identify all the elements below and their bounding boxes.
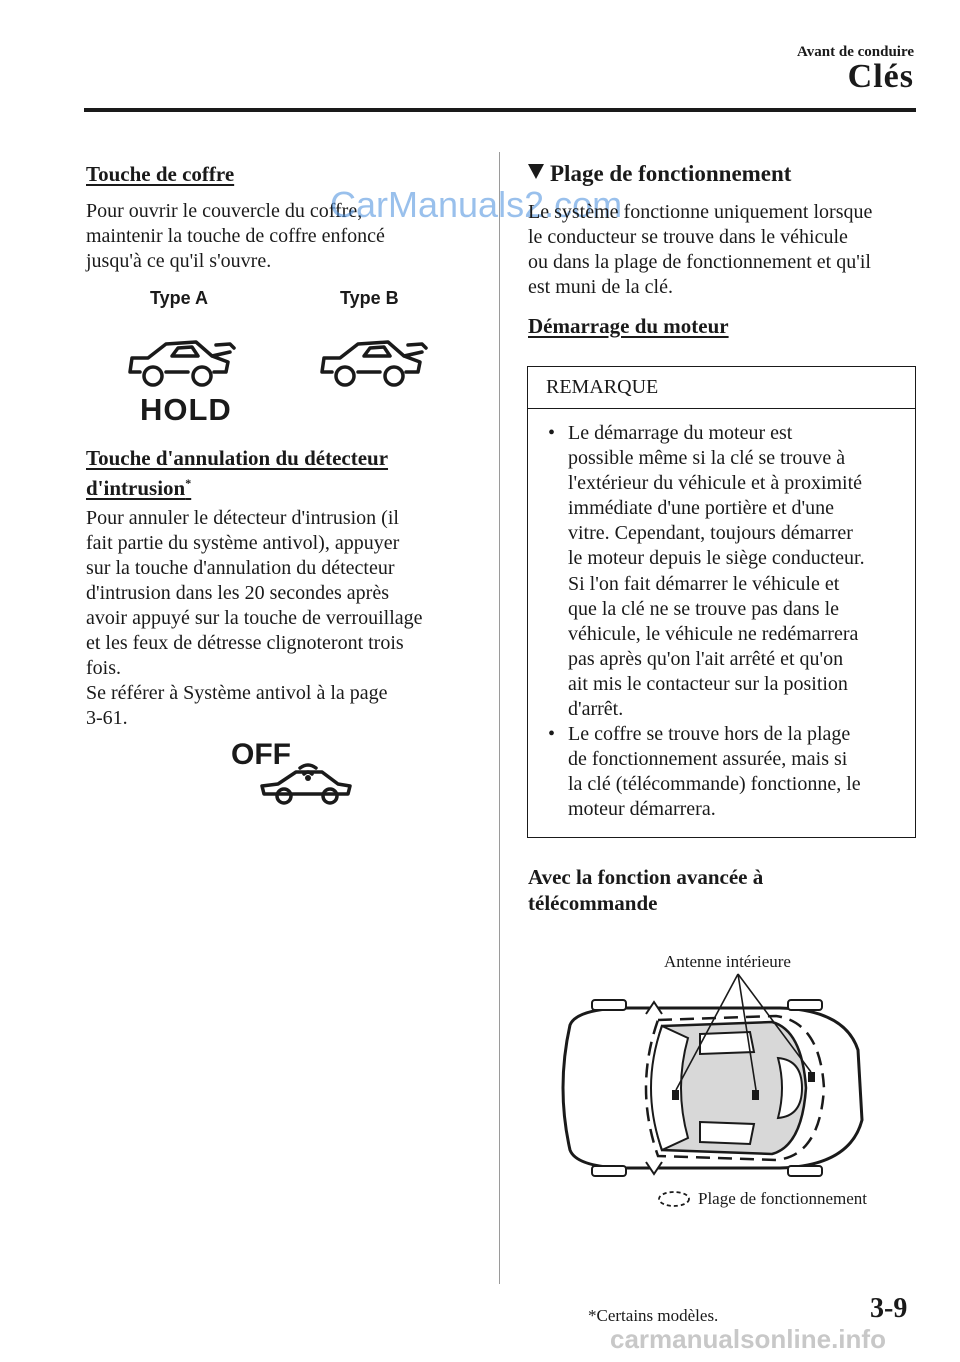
page-number: 3-9 [870,1293,908,1324]
note-title: REMARQUE [546,376,659,398]
trunk-button-heading: Touche de coffre [86,162,235,186]
trunk-open-icon [318,336,430,390]
operating-range-heading: Plage de fonctionnement [528,160,791,188]
note-header [528,367,915,409]
trunk-open-icon [126,336,238,390]
intrusion-heading: Touche d'annulation du détecteur d'intrusion* [86,446,389,500]
advanced-keyless-heading: Avec la fonction avancée à télécommande [528,865,764,915]
column-divider [499,152,500,1284]
chapter-title: Clés [847,58,914,95]
operating-range-text: Le système fonctionne uniquement lorsque le conducteur se trouve dans le véhicule ou dans la plage de fonctionnement et qu'il est muni de la clé. [528,201,873,298]
watermark: CarManuals2.com [330,184,623,225]
intrusion-sensor-icon [256,758,356,808]
hold-label: HOLD [140,392,232,427]
range-legend-label: Plage de fonctionnement [698,1189,868,1208]
off-label: OFF [231,738,291,771]
note-box [527,366,916,838]
type-a-label: Type A [150,288,209,308]
footnote: *Certains modèles. [588,1306,719,1325]
intrusion-text: Pour annuler le détecteur d'intrusion (il fait partie du système antivol), appuyer sur la touche d'annulation du détecteur d'intrusion dans les 20 secondes après avoir appuyé sur la touche de verrouillage et les feux de détresse clignoteront trois fois. Se référer à Système antivol à la page 3-61. [86,507,423,729]
list-item: • Le coffre se trouve hors de la plage de fonctionnement assurée, mais si la clé (télécommande) fonctionne, le moteur démarrera. [548,723,861,821]
list-item: • Le démarrage du moteur est possible même si la clé se trouve à l'extérieur du véhicule et à proximité immédiate d'une portière et d'une vitre. Cependant, toujours démarrer le moteur depuis le siège conducteur. Si l'on fait démarrer le véhicule et que la clé ne se trouve pas dans le véhicule, le véhicule ne redémarrera pas après qu'on l'ait arrêté et qu'on ait mis le contacteur sur la position d'arrêt. [548,422,865,721]
site-watermark: carmanualsonline.info [610,1324,886,1354]
engine-start-heading: Démarrage du moteur [528,314,729,338]
header-rule [84,108,916,112]
antenna-label: Antenne intérieure [664,952,791,971]
section-title: Avant de conduire [797,44,914,60]
trunk-button-text: Pour ouvrir le couvercle du coffre, maintenir la touche de coffre enfoncé jusqu'à ce qu'il s'ouvre. [86,200,385,272]
note-bullets [540,421,910,823]
range-legend-icon [656,1188,692,1210]
type-b-label: Type B [340,288,399,308]
car-top-view-diagram [540,970,880,1200]
triangle-marker-icon [528,164,544,179]
